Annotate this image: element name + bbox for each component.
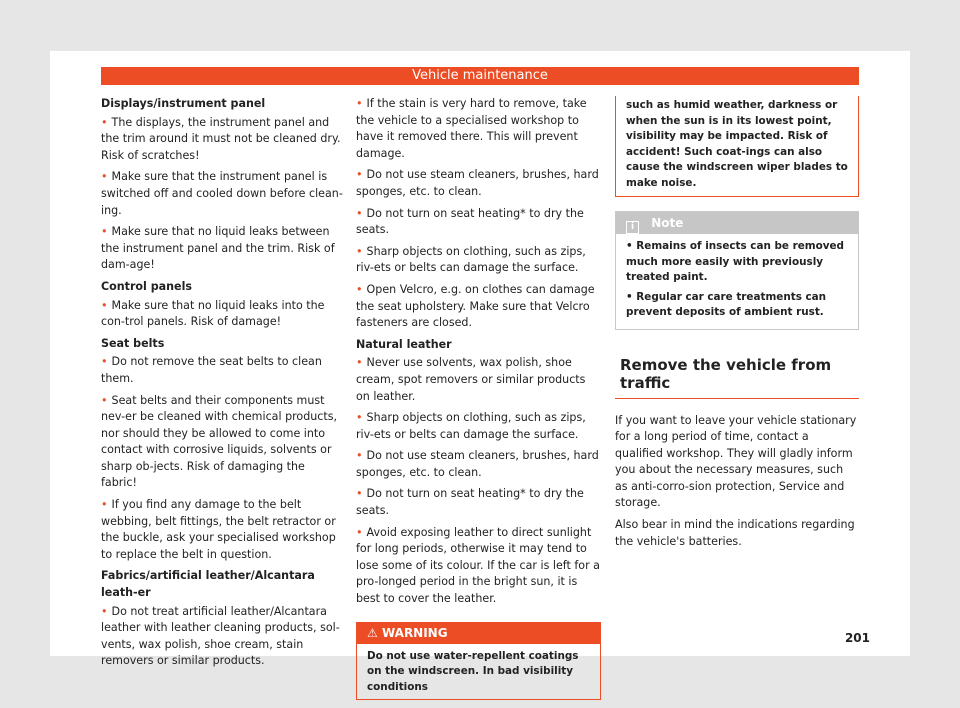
list-item: • If you find any damage to the belt webbing, belt fittings, the belt retractor or the buckle, ask your specialised workshop to replace the belt in question. xyxy=(101,497,343,563)
column-1 xyxy=(101,96,343,675)
list-item: • Do not turn on seat heating* to dry the seats. xyxy=(356,486,601,519)
note-header xyxy=(616,212,858,234)
column-3 xyxy=(615,96,859,555)
warning-box xyxy=(356,622,601,701)
warning-continued: such as humid weather, darkness or when the sun is in its lowest point, visibility may be impacted. Risk of accident! Such coat-ings can also cause the windscreen wiper blades to make noise. xyxy=(615,96,859,197)
chapter-header: Vehicle maintenance xyxy=(101,67,859,85)
section-title: Remove the vehicle from traffic xyxy=(615,356,859,399)
page xyxy=(50,51,910,693)
list-item: • Open Velcro, e.g. on clothes can damage the seat upholstery. Make sure that Velcro fasteners are closed. xyxy=(356,282,601,332)
info-icon: i xyxy=(626,221,639,234)
heading-natural-leather: Natural leather xyxy=(356,337,452,351)
column-2 xyxy=(356,96,601,700)
heading-control-panels: Control panels xyxy=(101,279,192,293)
warning-triangle-icon: ⚠ xyxy=(367,625,378,640)
list-item: • Do not turn on seat heating* to dry the seats. xyxy=(356,206,601,239)
list-item: • Seat belts and their components must nev-er be cleaned with chemical products, nor should they be allowed to come into contact with corrosive liquids, solvents or sharp ob-jects. Risk of damaging the fabric! xyxy=(101,393,343,493)
list-item: • Make sure that no liquid leaks between the instrument panel and the trim. Risk of dam-age! xyxy=(101,224,343,274)
heading-fabrics: Fabrics/artificial leather/Alcantara leath-er xyxy=(101,569,315,600)
note-box xyxy=(615,211,859,330)
page-number: 201 xyxy=(844,631,870,645)
list-item: • Do not use steam cleaners, brushes, hard sponges, etc. to clean. xyxy=(356,167,601,200)
paragraph: Also bear in mind the indications regarding the vehicle's batteries. xyxy=(615,518,855,548)
list-item: • Avoid exposing leather to direct sunlight for long periods, otherwise it may tend to lose some of its colour. If the car is left for a pro-longed period in the bright sun, it is best to cover the leather. xyxy=(356,525,601,608)
warning-header xyxy=(357,622,600,644)
list-item: • Sharp objects on clothing, such as zips, riv-ets or belts can damage the surface. xyxy=(356,244,601,277)
list-item: • Make sure that the instrument panel is switched off and cooled down before clean-ing. xyxy=(101,169,343,219)
note-item: • Remains of insects can be removed much more easily with previously treated paint. xyxy=(626,240,844,283)
warning-label: WARNING xyxy=(381,625,448,640)
note-body xyxy=(616,234,858,329)
list-item: • Make sure that no liquid leaks into the con-trol panels. Risk of damage! xyxy=(101,298,343,331)
heading-seat-belts: Seat belts xyxy=(101,336,165,350)
list-item: • Sharp objects on clothing, such as zips, riv-ets or belts can damage the surface. xyxy=(356,410,601,443)
list-item: • The displays, the instrument panel and the trim around it must not be cleaned dry. Risk of scratches! xyxy=(101,115,343,165)
list-item: • Do not use steam cleaners, brushes, hard sponges, etc. to clean. xyxy=(356,448,601,481)
list-item: • Do not treat artificial leather/Alcantara leather with leather cleaning products, sol-vents, wax polish, shoe cream, stain removers or similar products. xyxy=(101,604,343,670)
list-item: • If the stain is very hard to remove, take the vehicle to a specialised workshop to have it removed there. This will prevent damage. xyxy=(356,96,601,162)
list-item: • Do not remove the seat belts to clean them. xyxy=(101,354,343,387)
note-label: Note xyxy=(651,216,684,230)
paragraph: If you want to leave your vehicle stationary for a long period of time, contact a qualified workshop. They will gladly inform you about the necessary measures, such as anti-corro-sion protection, Service and storage. xyxy=(615,413,857,510)
warning-text: Do not use water-repellent coatings on the windscreen. In bad visibility conditions xyxy=(367,649,579,693)
list-item: • Never use solvents, wax polish, shoe cream, spot removers or similar products on leather. xyxy=(356,355,601,405)
note-item: • Regular car care treatments can prevent deposits of ambient rust. xyxy=(626,290,827,318)
heading-displays: Displays/instrument panel xyxy=(101,97,266,110)
